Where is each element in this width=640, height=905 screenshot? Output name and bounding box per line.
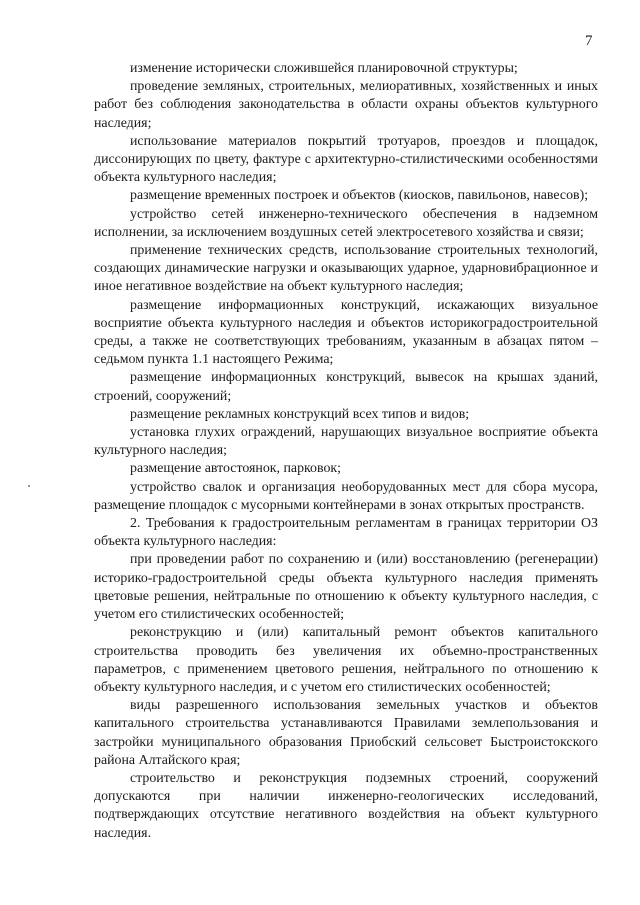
paragraph: установка глухих ограждений, нарушающих визуальное восприятие объекта культурного наследия; <box>94 425 598 459</box>
document-body <box>94 60 598 843</box>
paragraph: устройство сетей инженерно-технического обеспечения в надземном исполнении, за исключением воздушных сетей электросетевого хозяйства и связи; <box>94 206 598 240</box>
paragraph: размещение временных построек и объектов (киосков, павильонов, навесов); <box>130 188 589 204</box>
paragraph: изменение исторически сложившейся планировочной структуры; <box>130 61 518 76</box>
paragraph: строительство и реконструкция подземных строений, сооружений допускаются при наличии инженерно-геологических исследований, подтверждающих отсутствие негативного воздействия на объект культурного наследия. <box>94 770 598 841</box>
paragraph: проведение земляных, строительных, мелиоративных, хозяйственных и иных работ без соблюдения законодательства в области охраны объектов культурного наследия; <box>94 79 598 131</box>
page-number: 7 <box>585 33 593 49</box>
paragraph: использование материалов покрытий тротуаров, проездов и площадок, диссонирующих по цвету, фактуре с архитектурно-стилистическими особенностями объекта культурного наследия; <box>94 133 598 186</box>
paragraph: при проведении работ по сохранению и (или) восстановлению (регенерации) историко-градостроительной среды объекта культурного наследия применять цветовые решения, нейтральные по отношению к объекту культурного наследия, с учетом его стилистических особенностей; <box>94 552 598 623</box>
scan-speck <box>28 485 30 487</box>
paragraph: размещение информационных конструкций, вывесок на крышах зданий, строений, сооружений; <box>94 370 598 404</box>
paragraph: размещение рекламных конструкций всех типов и видов; <box>130 406 470 422</box>
paragraph: размещение информационных конструкций, искажающих визуальное восприятие объекта культурного наследия и объектов историкоградостроительной среды, а также не соответствующих требованиям, указанным в абзацах пятом – седьмом пункта 1.1 настоящего Режима; <box>94 297 598 368</box>
section-heading: 2. Требования к градостроительным регламентам в границах территории ОЗ объекта культурного наследия: <box>94 516 598 550</box>
paragraph: размещение автостоянок, парковок; <box>130 461 342 477</box>
paragraph: применение технических средств, использование строительных технологий, создающих динамические нагрузки и оказывающих ударное, ударновибрационное и иное негативное воздействие на объект культурного наследия; <box>94 243 598 295</box>
paragraph: виды разрешенного использования земельных участков и объектов капитального строительства устанавливаются Правилами землепользования и застройки муниципального образования Приобский сельсовет Быстроистокского района Алтайского края; <box>94 698 598 768</box>
paragraph: реконструкцию и (или) капитальный ремонт объектов капитального строительства проводить без увеличения их объемно-пространственных параметров, с применением цветового решения, нейтрального по отношению к объекту культурного наследия, и с учетом его стилистических особенностей; <box>94 625 598 695</box>
paragraph: устройство свалок и организация необорудованных мест для сбора мусора, размещение площадок с мусорными контейнерами в зонах открытых пространств. <box>94 479 598 513</box>
